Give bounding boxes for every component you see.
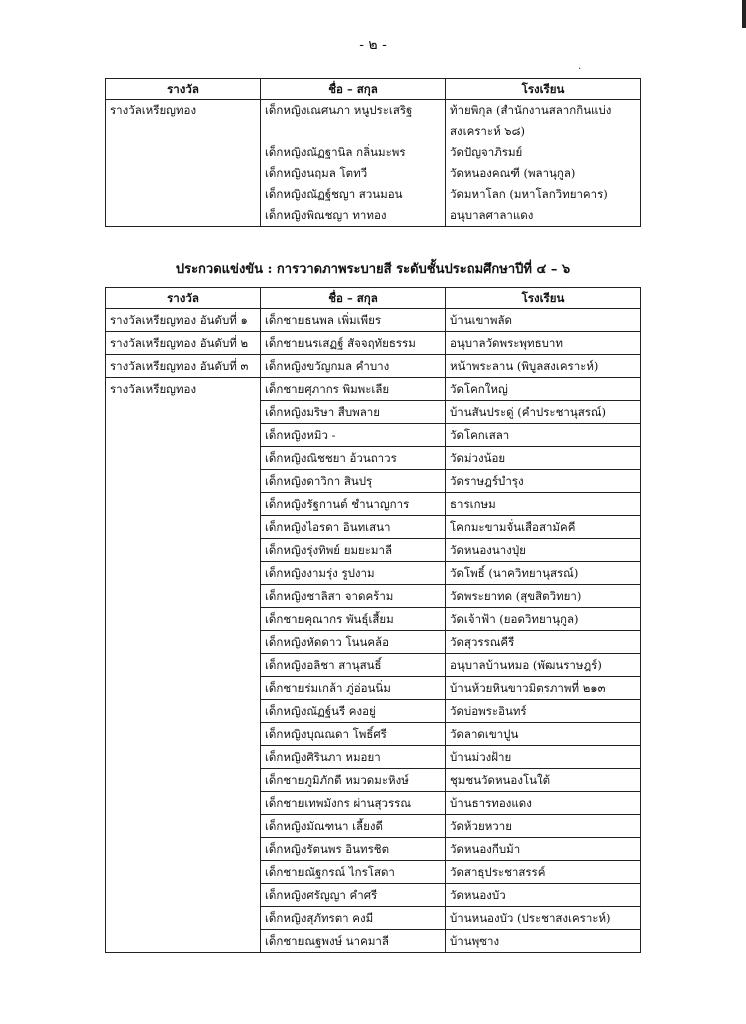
table-row bbox=[106, 792, 641, 815]
school-name: วัดปัญจาภิรมย์ bbox=[450, 145, 523, 159]
name-cell: เด็กหญิงศิรินภา หมอยา bbox=[261, 746, 446, 769]
table-row bbox=[106, 493, 641, 516]
scan-edge-mark bbox=[742, 0, 746, 28]
name-cell: เด็กหญิงศรัญญา คำศรี bbox=[261, 884, 446, 907]
award-cell bbox=[106, 700, 261, 723]
award-cell bbox=[106, 401, 261, 424]
table-row bbox=[106, 516, 641, 539]
award-cell bbox=[106, 769, 261, 792]
table-row bbox=[106, 838, 641, 861]
award-cell bbox=[106, 631, 261, 654]
table-row bbox=[106, 815, 641, 838]
results-table-2 bbox=[105, 287, 641, 953]
name-cell bbox=[261, 100, 446, 227]
name-cell: เด็กหญิงดาวิกา สินปรุ bbox=[261, 470, 446, 493]
award-cell: รางวัลเหรียญทอง อันดับที่ ๑ bbox=[106, 309, 261, 332]
name-cell: เด็กหญิงชาลิสา จาดคร้าม bbox=[261, 585, 446, 608]
award-label: รางวัลเหรียญทอง bbox=[110, 103, 197, 117]
name-cell: เด็กชายนรเสฏฐ์ สัจจฤทัยธรรม bbox=[261, 332, 446, 355]
school-cell: วัดสาธุประชาสรรค์ bbox=[446, 861, 641, 884]
name-cell: เด็กหญิงขวัญกมล คำบาง bbox=[261, 355, 446, 378]
name-cell: เด็กหญิงหมิว - bbox=[261, 424, 446, 447]
school-cell: วัดห้วยหวาย bbox=[446, 815, 641, 838]
school-cell: วัดโคกเสลา bbox=[446, 424, 641, 447]
table-row bbox=[106, 608, 641, 631]
award-cell bbox=[106, 815, 261, 838]
table-row bbox=[106, 401, 641, 424]
school-cell: บ้านม่วงฝ้าย bbox=[446, 746, 641, 769]
school-name: สงเคราะห์ ๖๘) bbox=[450, 124, 525, 138]
school-cell: วัดม่วงน้อย bbox=[446, 447, 641, 470]
award-cell bbox=[106, 447, 261, 470]
name-cell: เด็กหญิงไอรดา อินทเสนา bbox=[261, 516, 446, 539]
award-cell bbox=[106, 930, 261, 953]
school-cell: วัดโคกใหญ่ bbox=[446, 378, 641, 401]
school-cell: อนุบาลบ้านหมอ (พัฒนราษฎร์) bbox=[446, 654, 641, 677]
table-row bbox=[106, 332, 641, 355]
school-cell: บ้านห้วยหินขาวมิตรภาพที่ ๒๑๓ bbox=[446, 677, 641, 700]
table-row bbox=[106, 100, 641, 227]
table-row bbox=[106, 861, 641, 884]
table-body bbox=[106, 309, 641, 953]
name-cell: เด็กหญิงมริษา สืบพลาย bbox=[261, 401, 446, 424]
table-row bbox=[106, 769, 641, 792]
header-award: รางวัล bbox=[106, 79, 261, 100]
table-row bbox=[106, 424, 641, 447]
name-cell: เด็กชายเทพมังกร ผ่านสุวรรณ bbox=[261, 792, 446, 815]
table-header-row bbox=[106, 79, 641, 100]
student-name bbox=[265, 121, 441, 142]
award-cell bbox=[106, 884, 261, 907]
school-cell: วัดราษฎร์บำรุง bbox=[446, 470, 641, 493]
name-cell: เด็กหญิงบุณณดา โพธิ์ศรี bbox=[261, 723, 446, 746]
table-row bbox=[106, 654, 641, 677]
header-school: โรงเรียน bbox=[446, 288, 641, 309]
name-cell: เด็กหญิงงามรุ่ง รูปงาม bbox=[261, 562, 446, 585]
school-cell: บ้านสันประดู่ (คำประชานุสรณ์) bbox=[446, 401, 641, 424]
name-cell: เด็กชายร่มเกล้า ภู่อ่อนนิ่ม bbox=[261, 677, 446, 700]
award-cell bbox=[106, 424, 261, 447]
award-cell bbox=[106, 654, 261, 677]
school-cell: วัดหนองบัว bbox=[446, 884, 641, 907]
table-row bbox=[106, 746, 641, 769]
award-cell bbox=[106, 585, 261, 608]
award-cell bbox=[106, 907, 261, 930]
name-cell: เด็กหญิงรัฐกานต์ ชำนาญการ bbox=[261, 493, 446, 516]
school-cell: โคกมะขามจั่นเสือสามัคคี bbox=[446, 516, 641, 539]
school-cell: บ้านเขาพลัด bbox=[446, 309, 641, 332]
school-cell: วัดพระยาทด (สุขสิตวิทยา) bbox=[446, 585, 641, 608]
school-cell: บ้านธารทองแดง bbox=[446, 792, 641, 815]
table-row bbox=[106, 631, 641, 654]
table-row bbox=[106, 378, 641, 401]
table-row bbox=[106, 355, 641, 378]
name-cell: เด็กหญิงหัดดาว โนนคล้อ bbox=[261, 631, 446, 654]
school-cell: วัดหนองนางปุ่ย bbox=[446, 539, 641, 562]
award-cell: รางวัลเหรียญทอง bbox=[106, 378, 261, 401]
name-cell: เด็กหญิงรัตนพร อินทรชิต bbox=[261, 838, 446, 861]
name-cell: เด็กหญิงอลิชา สานุสนธิ์ bbox=[261, 654, 446, 677]
award-cell bbox=[106, 493, 261, 516]
table-row bbox=[106, 539, 641, 562]
award-cell bbox=[106, 608, 261, 631]
table-row bbox=[106, 907, 641, 930]
school-cell: บ้านหนองบัว (ประชาสงเคราะห์) bbox=[446, 907, 641, 930]
name-cell: เด็กชายณัฐกรณ์ ไกรโสดา bbox=[261, 861, 446, 884]
school-cell: วัดสุวรรณคีรี bbox=[446, 631, 641, 654]
table-row bbox=[106, 309, 641, 332]
award-cell bbox=[106, 516, 261, 539]
table-header-row bbox=[106, 288, 641, 309]
name-cell: เด็กชายภูมิภักดี หมวดมะหิงษ์ bbox=[261, 769, 446, 792]
table-row bbox=[106, 470, 641, 493]
school-cell: ธารเกษม bbox=[446, 493, 641, 516]
section-title: ประกวดแข่งขัน : การวาดภาพระบายสี ระดับชั้นประถมศึกษาปีที่ ๔ – ๖ bbox=[175, 262, 571, 277]
table-row bbox=[106, 884, 641, 907]
header-name: ชื่อ – สกุล bbox=[261, 288, 446, 309]
school-name: วัดหนองคณฑี (พลานุกูล) bbox=[450, 166, 576, 180]
page-number: - ๒ - bbox=[359, 37, 387, 53]
school-cell: บ้านพุซาง bbox=[446, 930, 641, 953]
name-cell: เด็กหญิงมัณฑนา เลี้ยงดี bbox=[261, 815, 446, 838]
student-name: เด็กหญิงเณศนภา หนูประเสริฐ bbox=[265, 103, 413, 117]
award-cell bbox=[106, 746, 261, 769]
name-cell: เด็กหญิงสุภัทรตา คงมี bbox=[261, 907, 446, 930]
school-cell: อนุบาลวัดพระพุทธบาท bbox=[446, 332, 641, 355]
school-cell: หน้าพระลาน (พิบูลสงเคราะห์) bbox=[446, 355, 641, 378]
award-cell bbox=[106, 723, 261, 746]
table-row bbox=[106, 700, 641, 723]
school-name: อนุบาลศาลาแดง bbox=[450, 208, 534, 222]
name-cell: เด็กหญิงรุ่งทิพย์ ยมยะมาลี bbox=[261, 539, 446, 562]
name-cell: เด็กหญิงณัฏฐ์นรี คงอยู่ bbox=[261, 700, 446, 723]
student-name: เด็กหญิงพิณชญา ทาทอง bbox=[265, 208, 387, 222]
header-name: ชื่อ – สกุล bbox=[261, 79, 446, 100]
school-name: ท้ายพิกุล (สำนักงานสลากกินแบ่ง bbox=[450, 103, 612, 117]
name-cell: เด็กชายศุภากร พิมพะเลีย bbox=[261, 378, 446, 401]
school-cell: วัดลาดเขาปูน bbox=[446, 723, 641, 746]
header-award: รางวัล bbox=[106, 288, 261, 309]
results-table-1 bbox=[105, 78, 641, 227]
name-cell: เด็กชายคุณากร พันธุ์เสี้ยม bbox=[261, 608, 446, 631]
school-name: วัดมหาโลก (มหาโลกวิทยาคาร) bbox=[450, 187, 608, 201]
name-cell: เด็กชายธนพล เพิ่มเพียร bbox=[261, 309, 446, 332]
award-cell: รางวัลเหรียญทอง อันดับที่ ๒ bbox=[106, 332, 261, 355]
school-cell: วัดโพธิ์ (นาควิทยานุสรณ์) bbox=[446, 562, 641, 585]
school-cell: วัดหนองกีบม้า bbox=[446, 838, 641, 861]
name-cell: เด็กชายณฐพงษ์ นาคมาลี bbox=[261, 930, 446, 953]
award-cell bbox=[106, 677, 261, 700]
award-cell bbox=[106, 539, 261, 562]
student-name: เด็กหญิงณัฏฐานิล กลิ่นมะพร bbox=[265, 145, 406, 159]
school-cell: วัดเจ้าฟ้า (ยอดวิทยานุกูล) bbox=[446, 608, 641, 631]
award-cell bbox=[106, 838, 261, 861]
name-cell: เด็กหญิงณิชชยา อ้วนถาวร bbox=[261, 447, 446, 470]
table-row bbox=[106, 562, 641, 585]
award-cell bbox=[106, 562, 261, 585]
table-row bbox=[106, 447, 641, 470]
school-cell: วัดบ่อพระอินทร์ bbox=[446, 700, 641, 723]
table-row bbox=[106, 585, 641, 608]
header-school: โรงเรียน bbox=[446, 79, 641, 100]
table-row bbox=[106, 930, 641, 953]
school-cell bbox=[446, 100, 641, 227]
scan-speck: · bbox=[578, 64, 582, 75]
student-name: เด็กหญิงณัฏฐ์ชญา สวนมอน bbox=[265, 187, 403, 201]
award-cell bbox=[106, 100, 261, 227]
award-cell bbox=[106, 861, 261, 884]
student-name: เด็กหญิงนฤมล โตทวี bbox=[265, 166, 368, 180]
award-cell bbox=[106, 792, 261, 815]
award-cell: รางวัลเหรียญทอง อันดับที่ ๓ bbox=[106, 355, 261, 378]
school-cell: ชุมชนวัดหนองโนใต้ bbox=[446, 769, 641, 792]
table-row bbox=[106, 723, 641, 746]
award-cell bbox=[106, 470, 261, 493]
table-row bbox=[106, 677, 641, 700]
